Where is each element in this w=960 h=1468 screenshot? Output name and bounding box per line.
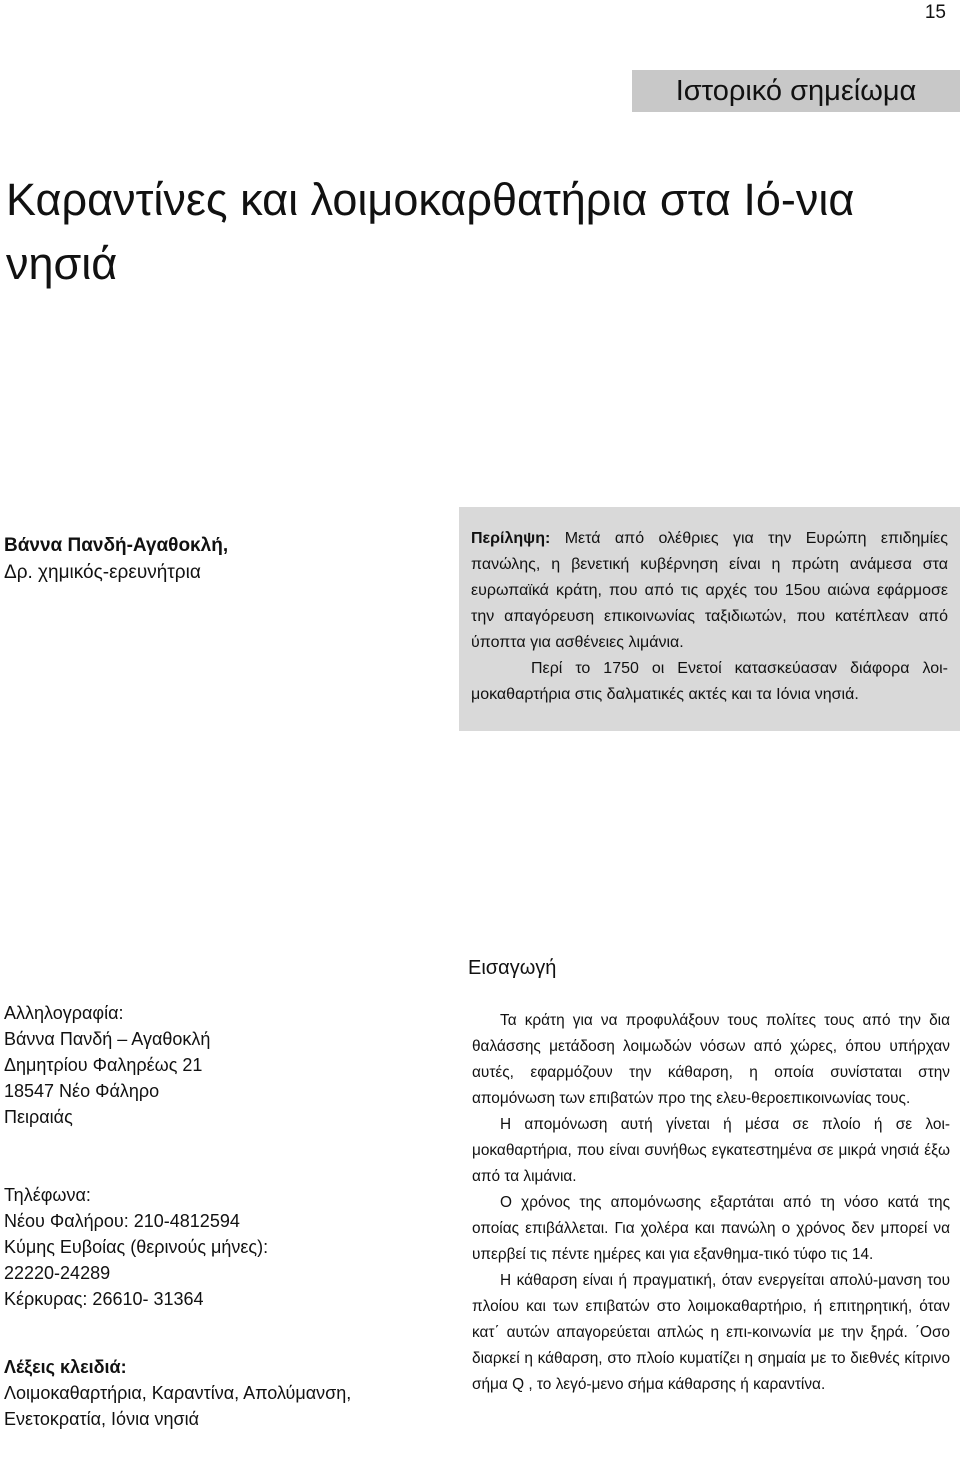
author-name: Βάννα Πανδή-Αγαθοκλή, (4, 535, 229, 556)
phones-label: Τηλέφωνα: (4, 1185, 91, 1205)
keywords-label: Λέξεις κλειδιά: (4, 1357, 127, 1377)
abstract-label: Περίληψη: (471, 530, 551, 547)
contact-street: Δημητρίου Φαληρέως 21 (4, 1055, 203, 1075)
abstract-box (459, 507, 960, 731)
section-banner: Ιστορικό σημείωμα (632, 70, 960, 112)
author-block (4, 532, 228, 586)
intro-paragraph: Η απομόνωση αυτή γίνεται ή μέσα σε πλοίο ή σε λοι-μοκαθαρτήρια, που είναι συνήθως εγκατεστημένα σε μικρά νησιά έξω από τα λιμάνια. (472, 1116, 950, 1185)
intro-text (472, 1008, 950, 1398)
keywords-line-2: Ενετοκρατία, Ιόνια νησιά (4, 1409, 200, 1429)
keywords-line-1: Λοιμοκαθαρτήρια, Καραντίνα, Απολύμανση, (4, 1383, 352, 1403)
abstract-paragraph (471, 526, 948, 656)
article-title: Καραντίνες και λοιμοκαρθατήρια στα Ιό-νια νησιά (6, 174, 855, 289)
abstract-paragraph-2: Περί το 1750 οι Ενετοί κατασκεύασαν διάφορα λοι-μοκαθαρτήρια στις δαλματικές ακτές και τα Ιόνια νησιά. (471, 660, 948, 703)
phone-faliro: Νέου Φαλήρου: 210-4812594 (4, 1211, 240, 1231)
correspondence-label: Αλληλογραφία: (4, 1003, 124, 1023)
intro-paragraph: Ο χρόνος της απομόνωσης εξαρτάται από τη νόσο κατά της οποίας επιβάλλεται. Για χολέρα και πανώλη ο χρόνος δεν μπορεί να υπερβεί τις πέντε ημέρες και για εξανθημα-τικό τύφο τις 14. (472, 1194, 950, 1263)
author-role: Δρ. χημικός-ερευνήτρια (4, 562, 201, 583)
contact-name: Βάννα Πανδή – Αγαθοκλή (4, 1029, 211, 1049)
phone-kymi-label: Κύμης Ευβοίας (θερινούς μήνες): (4, 1237, 269, 1257)
page-number: 15 (924, 2, 946, 23)
phone-kerkyra: Κέρκυρας: 26610- 31364 (4, 1289, 204, 1309)
intro-paragraph: Η κάθαρση είναι ή πραγματική, όταν ενεργείται απολύ-μανση του πλοίου και των επιβατών στο λοιμοκαθαρτήριο, ή επιτηρητική, όταν κατ΄ αυτών απαγορεύεται απλώς η επι-κοινωνία με την ξηρά. ΄Οσο διαρκεί η κάθαρση, στο πλοίο κυματίζει η σημαία με το διεθνές κίτρινο σήμα Q , το λεγό-μενο σήμα κάθαρσης ή καραντίνα. (472, 1272, 950, 1393)
intro-paragraph: Τα κράτη για να προφυλάξουν τους πολίτες τους από την δια θαλάσσης μετάδοση λοιμωδών νόσων από χώρες, όπου υπήρχαν αυτές, εφαρμόζουν την κάθαρση, η οποία συνίσταται στην απομόνωση των επιβατών προ της ελευ-θεροεπικοινωνίας τους. (472, 1012, 950, 1107)
contact-region: Πειραιάς (4, 1107, 73, 1127)
contact-block (4, 1000, 444, 1432)
phone-kymi: 22220-24289 (4, 1263, 111, 1283)
abstract-text: Μετά από ολέθριες για την Ευρώπη επιδημίες πανώλης, η βενετική κυβέρνηση είναι η πρώτη ανάμεσα στα ευρωπαϊκά κράτη, που από τις αρχές του 15ου αιώνα εφάρμοσε την απαγόρευση επικοινωνίας ταξιδιωτών, που κατέπλεαν από ύποπτα για ασθένειες λιμάνια. (471, 530, 949, 651)
contact-city: 18547 Νέο Φάληρο (4, 1081, 160, 1101)
intro-heading: Εισαγωγή (468, 957, 557, 979)
